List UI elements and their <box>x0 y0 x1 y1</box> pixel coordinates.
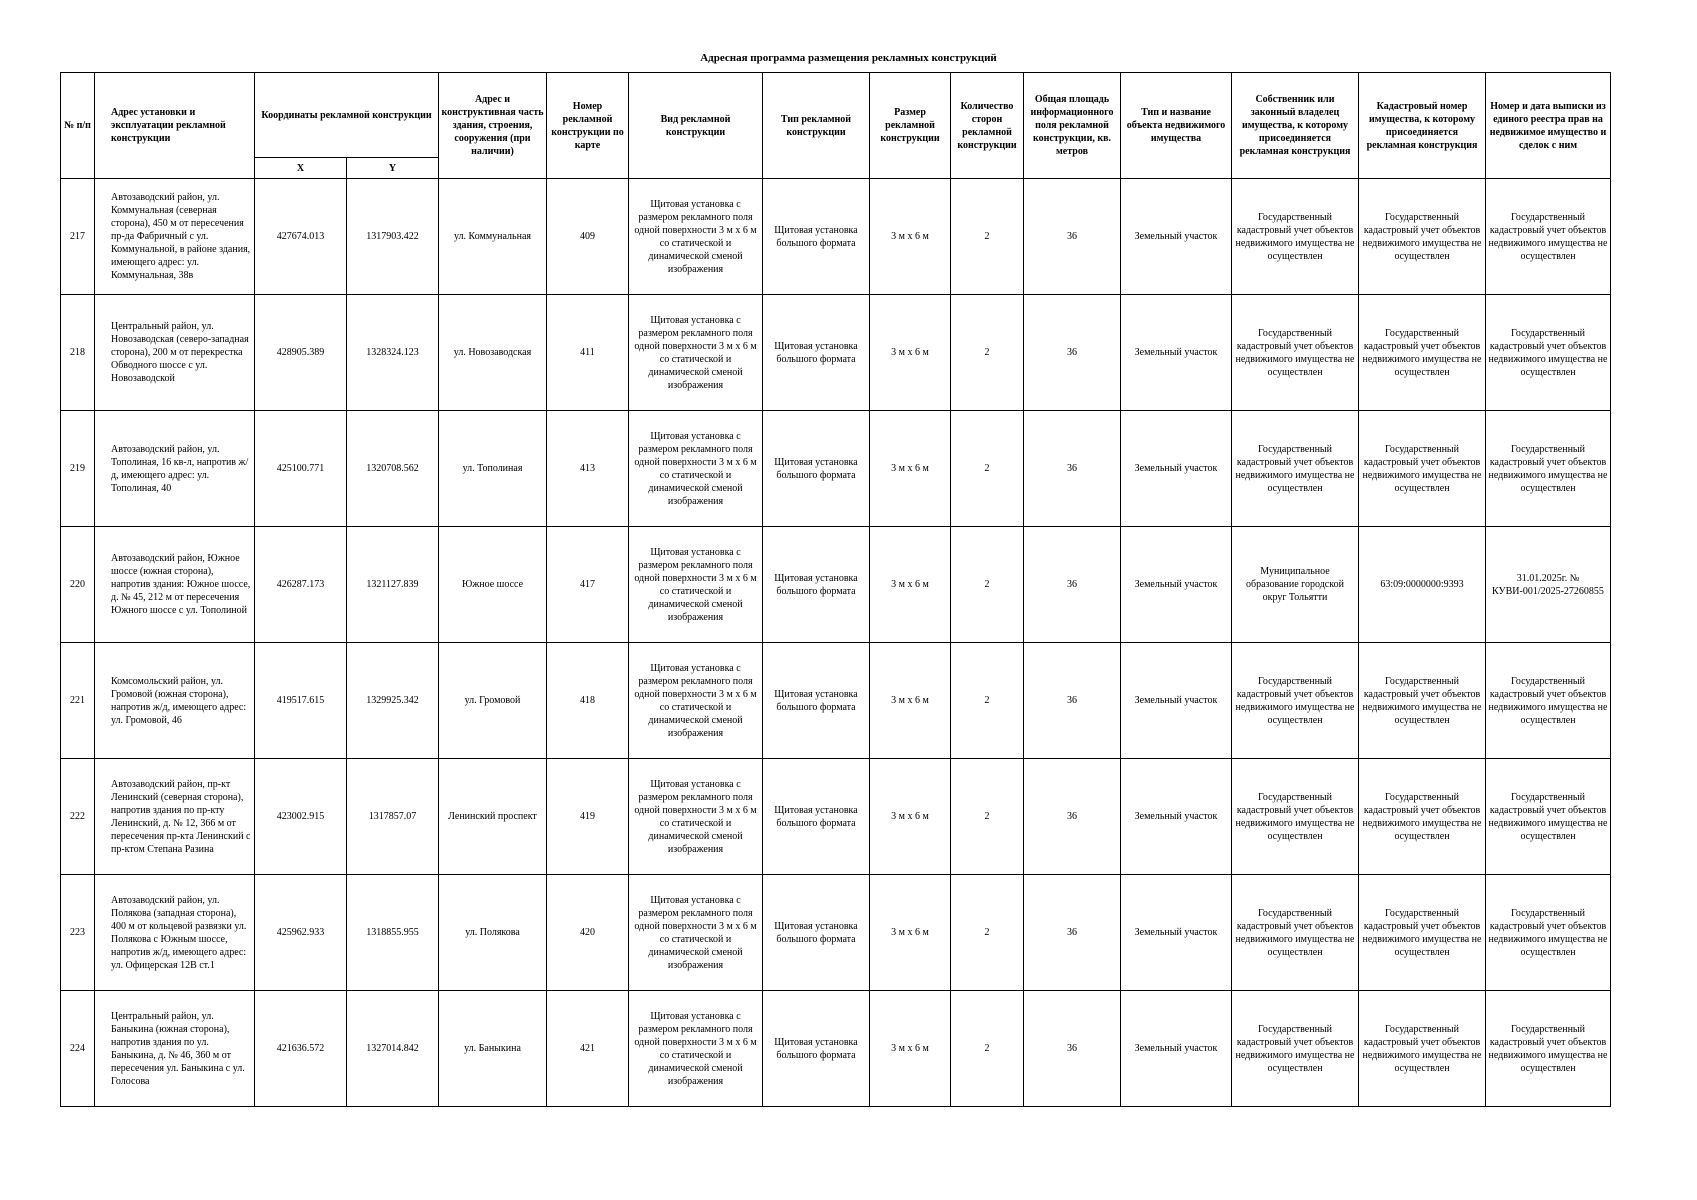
cell-size: 3 м х 6 м <box>870 295 951 411</box>
cell-property-type: Земельный участок <box>1121 759 1232 875</box>
cell-area: 36 <box>1024 411 1121 527</box>
cell-y: 1329925.342 <box>347 643 439 759</box>
cell-size: 3 м х 6 м <box>870 991 951 1107</box>
advertising-program-table <box>60 72 1611 1107</box>
cell-building: ул. Новозаводская <box>439 295 547 411</box>
cell-cadastral: Государственный кадастровый учет объектов недвижимого имущества не осуществлен <box>1359 643 1486 759</box>
cell-owner: Государственный кадастровый учет объектов недвижимого имущества не осуществлен <box>1232 991 1359 1107</box>
cell-area: 36 <box>1024 643 1121 759</box>
cell-y: 1320708.562 <box>347 411 439 527</box>
cell-num: 222 <box>61 759 95 875</box>
cell-sides: 2 <box>951 991 1024 1107</box>
cell-sides: 2 <box>951 875 1024 991</box>
cell-registry: Государственный кадастровый учет объектов недвижимого имущества не осуществлен <box>1486 875 1611 991</box>
cell-kind: Щитовая установка с размером рекламного поля одной поверхности 3 м х 6 м со статической и динамической сменой изображения <box>629 991 763 1107</box>
table-row <box>61 643 1611 759</box>
cell-property-type: Земельный участок <box>1121 527 1232 643</box>
cell-address: Автозаводский район, ул. Тополиная, 16 кв-л, напротив ж/д, имеющего адрес: ул. Тополиная, 40 <box>95 411 255 527</box>
cell-property-type: Земельный участок <box>1121 643 1232 759</box>
cell-area: 36 <box>1024 179 1121 295</box>
cell-owner: Государственный кадастровый учет объектов недвижимого имущества не осуществлен <box>1232 759 1359 875</box>
cell-owner: Государственный кадастровый учет объектов недвижимого имущества не осуществлен <box>1232 643 1359 759</box>
cell-property-type: Земельный участок <box>1121 179 1232 295</box>
cell-cadastral: Государственный кадастровый учет объектов недвижимого имущества не осуществлен <box>1359 991 1486 1107</box>
table-row <box>61 411 1611 527</box>
cell-owner: Государственный кадастровый учет объектов недвижимого имущества не осуществлен <box>1232 179 1359 295</box>
cell-building: Южное шоссе <box>439 527 547 643</box>
header-coordinates: Координаты рекламной конструкции <box>255 73 439 158</box>
cell-size: 3 м х 6 м <box>870 411 951 527</box>
table-row <box>61 875 1611 991</box>
cell-address: Центральный район, ул. Баныкина (южная сторона), напротив здания по ул. Баныкина, д. № 46, 360 м от пересечения ул. Баныкина с ул. Голосова <box>95 991 255 1107</box>
cell-map-number: 417 <box>547 527 629 643</box>
cell-num: 219 <box>61 411 95 527</box>
cell-x: 419517.615 <box>255 643 347 759</box>
cell-kind: Щитовая установка с размером рекламного поля одной поверхности 3 м х 6 м со статической и динамической сменой изображения <box>629 759 763 875</box>
cell-sides: 2 <box>951 411 1024 527</box>
cell-cadastral: Государственный кадастровый учет объектов недвижимого имущества не осуществлен <box>1359 875 1486 991</box>
cell-map-number: 413 <box>547 411 629 527</box>
cell-sides: 2 <box>951 179 1024 295</box>
cell-kind: Щитовая установка с размером рекламного поля одной поверхности 3 м х 6 м со статической и динамической сменой изображения <box>629 643 763 759</box>
header-size: Размер рекламной конструкции <box>870 73 951 179</box>
header-cadastral: Кадастровый номер имущества, к которому присоединяется рекламная конструкция <box>1359 73 1486 179</box>
header-sides: Количество сторон рекламной конструкции <box>951 73 1024 179</box>
cell-x: 421636.572 <box>255 991 347 1107</box>
header-building: Адрес и конструктивная часть здания, строения, сооружения (при наличии) <box>439 73 547 179</box>
cell-owner: Государственный кадастровый учет объектов недвижимого имущества не осуществлен <box>1232 411 1359 527</box>
cell-area: 36 <box>1024 875 1121 991</box>
cell-sides: 2 <box>951 643 1024 759</box>
cell-registry: Государственный кадастровый учет объектов недвижимого имущества не осуществлен <box>1486 643 1611 759</box>
cell-address: Автозаводский район, Южное шоссе (южная сторона), напротив здания: Южное шоссе, д. № 45, 212 м от пересечения Южного шоссе с ул. Тополиной <box>95 527 255 643</box>
cell-map-number: 419 <box>547 759 629 875</box>
cell-num: 218 <box>61 295 95 411</box>
table-row <box>61 527 1611 643</box>
cell-building: ул. Баныкина <box>439 991 547 1107</box>
header-registry: Номер и дата выписки из единого реестра прав на недвижимое имущество и сделок с ним <box>1486 73 1611 179</box>
cell-x: 426287.173 <box>255 527 347 643</box>
cell-y: 1317903.422 <box>347 179 439 295</box>
cell-type: Щитовая установка большого формата <box>763 411 870 527</box>
cell-type: Щитовая установка большого формата <box>763 759 870 875</box>
header-area: Общая площадь информационного поля рекламной конструкции, кв. метров <box>1024 73 1121 179</box>
cell-owner: Государственный кадастровый учет объектов недвижимого имущества не осуществлен <box>1232 875 1359 991</box>
cell-address: Автозаводский район, ул. Коммунальная (северная сторона), 450 м от пересечения пр-да Фабричный с ул. Коммунальной, в районе здания, имеющего адрес: ул. Коммунальная, 38в <box>95 179 255 295</box>
document-title: Адресная программа размещения рекламных конструкций <box>700 52 997 64</box>
cell-size: 3 м х 6 м <box>870 527 951 643</box>
cell-registry: 31.01.2025г. № КУВИ-001/2025-27260855 <box>1486 527 1611 643</box>
cell-y: 1327014.842 <box>347 991 439 1107</box>
cell-sides: 2 <box>951 295 1024 411</box>
cell-num: 223 <box>61 875 95 991</box>
cell-cadastral: Государственный кадастровый учет объектов недвижимого имущества не осуществлен <box>1359 759 1486 875</box>
header-type: Тип рекламной конструкции <box>763 73 870 179</box>
cell-address: Автозаводский район, пр-кт Ленинский (северная сторона), напротив здания по пр-кту Ленинский, д. № 12, 366 м от пересечения пр-кта Ленинский с пр-ктом Степана Разина <box>95 759 255 875</box>
cell-kind: Щитовая установка с размером рекламного поля одной поверхности 3 м х 6 м со статической и динамической сменой изображения <box>629 295 763 411</box>
table-row <box>61 759 1611 875</box>
cell-x: 428905.389 <box>255 295 347 411</box>
cell-area: 36 <box>1024 991 1121 1107</box>
cell-area: 36 <box>1024 295 1121 411</box>
cell-size: 3 м х 6 м <box>870 179 951 295</box>
cell-type: Щитовая установка большого формата <box>763 295 870 411</box>
cell-building: ул. Коммунальная <box>439 179 547 295</box>
cell-size: 3 м х 6 м <box>870 759 951 875</box>
cell-x: 425962.933 <box>255 875 347 991</box>
cell-area: 36 <box>1024 759 1121 875</box>
cell-property-type: Земельный участок <box>1121 875 1232 991</box>
cell-x: 427674.013 <box>255 179 347 295</box>
table-row <box>61 295 1611 411</box>
cell-map-number: 411 <box>547 295 629 411</box>
cell-y: 1328324.123 <box>347 295 439 411</box>
cell-cadastral: Государственный кадастровый учет объектов недвижимого имущества не осуществлен <box>1359 295 1486 411</box>
cell-kind: Щитовая установка с размером рекламного поля одной поверхности 3 м х 6 м со статической и динамической сменой изображения <box>629 411 763 527</box>
cell-building: Ленинский проспект <box>439 759 547 875</box>
cell-property-type: Земельный участок <box>1121 991 1232 1107</box>
cell-type: Щитовая установка большого формата <box>763 643 870 759</box>
cell-num: 217 <box>61 179 95 295</box>
cell-num: 221 <box>61 643 95 759</box>
cell-registry: Государственный кадастровый учет объектов недвижимого имущества не осуществлен <box>1486 991 1611 1107</box>
table-row <box>61 991 1611 1107</box>
header-kind: Вид рекламной конструкции <box>629 73 763 179</box>
cell-address: Комсомольский район, ул. Громовой (южная сторона), напротив ж/д, имеющего адрес: ул. Громовой, 46 <box>95 643 255 759</box>
cell-x: 423002.915 <box>255 759 347 875</box>
cell-cadastral: Государственный кадастровый учет объектов недвижимого имущества не осуществлен <box>1359 179 1486 295</box>
cell-type: Щитовая установка большого формата <box>763 179 870 295</box>
table-row <box>61 179 1611 295</box>
cell-map-number: 421 <box>547 991 629 1107</box>
cell-building: ул. Громовой <box>439 643 547 759</box>
cell-address: Автозаводский район, ул. Полякова (западная сторона), 400 м от кольцевой развязки ул. Полякова с Южным шоссе, напротив ж/д, имеющего адрес: ул. Офицерская 12В ст.1 <box>95 875 255 991</box>
cell-owner: Государственный кадастровый учет объектов недвижимого имущества не осуществлен <box>1232 295 1359 411</box>
cell-num: 220 <box>61 527 95 643</box>
cell-map-number: 420 <box>547 875 629 991</box>
cell-num: 224 <box>61 991 95 1107</box>
cell-y: 1321127.839 <box>347 527 439 643</box>
header-owner: Собственник или законный владелец имущества, к которому присоединяется рекламная конструкция <box>1232 73 1359 179</box>
cell-type: Щитовая установка большого формата <box>763 991 870 1107</box>
header-y: Y <box>347 158 439 179</box>
cell-owner: Муниципальное образование городской округ Тольятти <box>1232 527 1359 643</box>
cell-registry: Государственный кадастровый учет объектов недвижимого имущества не осуществлен <box>1486 179 1611 295</box>
header-address: Адрес установки и эксплуатации рекламной конструкции <box>95 73 255 179</box>
cell-sides: 2 <box>951 527 1024 643</box>
cell-building: ул. Полякова <box>439 875 547 991</box>
cell-map-number: 418 <box>547 643 629 759</box>
cell-x: 425100.771 <box>255 411 347 527</box>
cell-area: 36 <box>1024 527 1121 643</box>
header-x: X <box>255 158 347 179</box>
cell-building: ул. Тополиная <box>439 411 547 527</box>
cell-size: 3 м х 6 м <box>870 875 951 991</box>
cell-type: Щитовая установка большого формата <box>763 527 870 643</box>
cell-property-type: Земельный участок <box>1121 411 1232 527</box>
header-num: № п/п <box>61 73 95 179</box>
cell-size: 3 м х 6 м <box>870 643 951 759</box>
cell-address: Центральный район, ул. Новозаводская (северо-западная сторона), 200 м от перекрестка Обводного шоссе с ул. Новозаводской <box>95 295 255 411</box>
cell-y: 1318855.955 <box>347 875 439 991</box>
cell-map-number: 409 <box>547 179 629 295</box>
cell-kind: Щитовая установка с размером рекламного поля одной поверхности 3 м х 6 м со статической и динамической сменой изображения <box>629 875 763 991</box>
cell-y: 1317857.07 <box>347 759 439 875</box>
cell-registry: Государственный кадастровый учет объектов недвижимого имущества не осуществлен <box>1486 295 1611 411</box>
header-property-type: Тип и название объекта недвижимого имущества <box>1121 73 1232 179</box>
cell-sides: 2 <box>951 759 1024 875</box>
cell-cadastral: 63:09:0000000:9393 <box>1359 527 1486 643</box>
cell-registry: Государственный кадастровый учет объектов недвижимого имущества не осуществлен <box>1486 411 1611 527</box>
cell-property-type: Земельный участок <box>1121 295 1232 411</box>
cell-registry: Государственный кадастровый учет объектов недвижимого имущества не осуществлен <box>1486 759 1611 875</box>
cell-kind: Щитовая установка с размером рекламного поля одной поверхности 3 м х 6 м со статической и динамической сменой изображения <box>629 179 763 295</box>
cell-type: Щитовая установка большого формата <box>763 875 870 991</box>
cell-cadastral: Государственный кадастровый учет объектов недвижимого имущества не осуществлен <box>1359 411 1486 527</box>
cell-kind: Щитовая установка с размером рекламного поля одной поверхности 3 м х 6 м со статической и динамической сменой изображения <box>629 527 763 643</box>
header-map-number: Номер рекламной конструкции по карте <box>547 73 629 179</box>
